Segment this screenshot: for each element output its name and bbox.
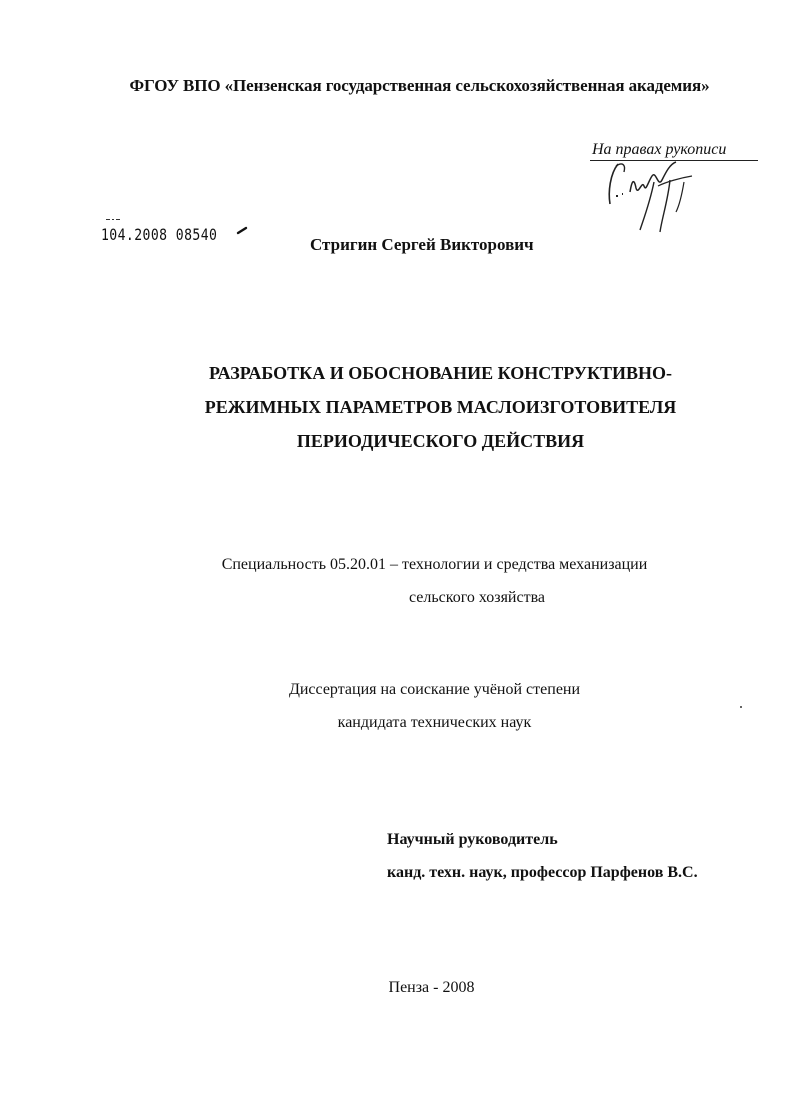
signature [596, 152, 706, 238]
degree-line: Диссертация на соискание учёной степени [288, 681, 581, 698]
degree-line: кандидата технических наук [337, 714, 532, 731]
title-line: ПЕРИОДИЧЕСКОГО ДЕЙСТВИЯ [296, 431, 585, 451]
specialty-line: сельского хозяйства [408, 589, 546, 606]
stamp-marks [106, 218, 120, 221]
supervisor-label: Научный руководитель [387, 831, 558, 848]
degree-statement [0, 673, 799, 739]
institution-header: ФГОУ ВПО «Пензенская государственная сельскохозяйственная академия» [129, 76, 710, 95]
archive-stamp-number: 104.2008 08540 [101, 225, 218, 244]
supervisor-name: канд. техн. наук, профессор Парфенов В.С. [387, 864, 698, 881]
dissertation-title [0, 356, 799, 458]
specialty [0, 548, 799, 614]
city-year: Пенза - 2008 [388, 979, 475, 996]
manuscript-rights-note: На правах рукописи [592, 141, 727, 158]
scan-speck [740, 706, 742, 708]
title-line: РАЗРАБОТКА И ОБОСНОВАНИЕ КОНСТРУКТИВНО- [208, 363, 673, 383]
title-line: РЕЖИМНЫХ ПАРАМЕТРОВ МАСЛОИЗГОТОВИТЕЛЯ [204, 397, 677, 417]
supervisor-block [387, 823, 698, 889]
specialty-line: Специальность 05.20.01 – технологии и средства механизации [221, 556, 648, 573]
stamp-dash-mark [236, 225, 248, 235]
author-name: Стригин Сергей Викторович [310, 235, 534, 254]
